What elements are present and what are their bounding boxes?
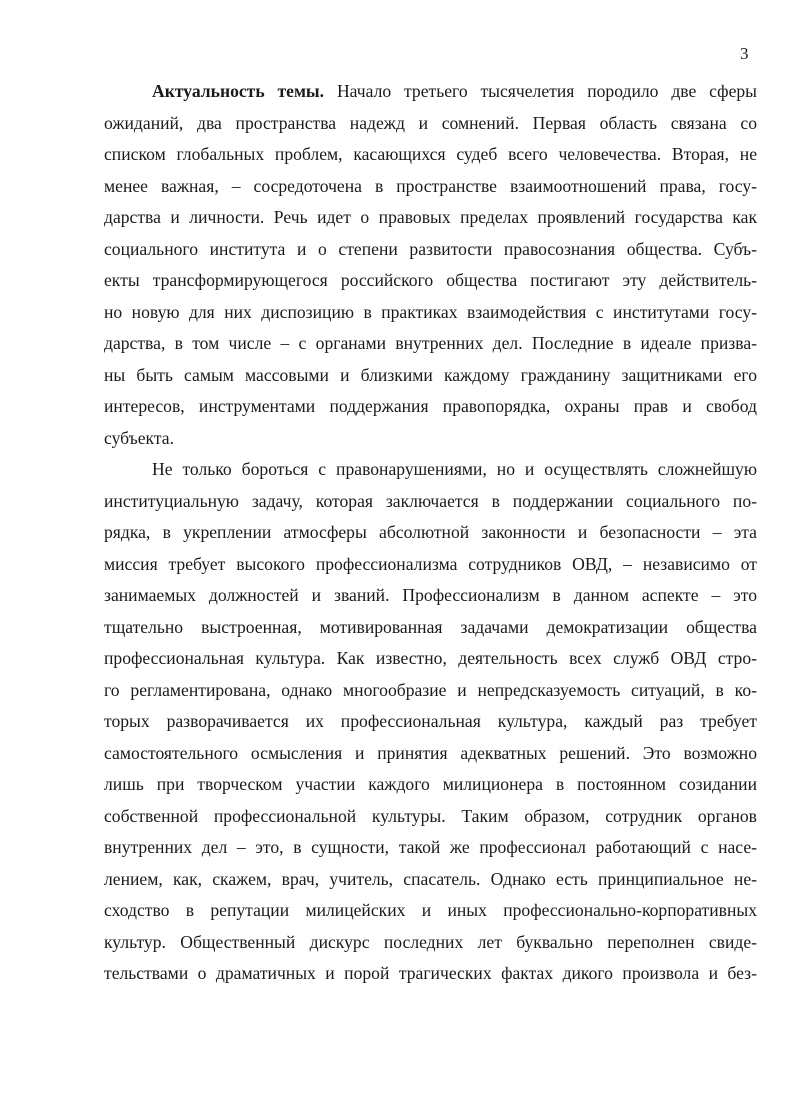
paragraph-1-line: социального института и о степени развитости правосознания общества. Субъ- xyxy=(104,238,757,259)
paragraph-2-line: институциальную задачу, которая заключается в поддержании социального по- xyxy=(104,490,757,511)
paragraph-2-line: лением, как, скажем, врач, учитель, спасатель. Однако есть принципиальное не- xyxy=(104,868,757,889)
paragraph-1-line: списком глобальных проблем, касающихся судеб всего человечества. Вторая, не xyxy=(104,144,757,164)
paragraph-2-line: торых разворачивается их профессиональная культура, каждый раз требует xyxy=(104,711,757,731)
paragraph-2-line: культур. Общественный дискурс последних лет буквально переполнен свиде- xyxy=(104,931,757,952)
paragraph-2-line-1: Не только бороться с правонарушениями, но и осуществлять сложнейшую xyxy=(152,459,757,479)
paragraph-1-line: ожиданий, два пространства надежд и сомнений. Первая область связана со xyxy=(104,112,757,133)
paragraph-1-line-1 xyxy=(104,76,757,108)
paragraph-1-line-1-text: Начало третьего тысячелетия породило две сферы xyxy=(324,81,757,101)
paragraph-1-line-last: субъекта. xyxy=(104,427,174,448)
paragraph-2-line: тщательно выстроенная, мотивированная задачами демократизации общества xyxy=(104,616,757,637)
document-body xyxy=(104,76,757,990)
paragraph-1-line: интересов, инструментами поддержания правопорядка, охраны прав и свобод xyxy=(104,396,757,416)
paragraph-1-line: но новую для них диспозицию в практиках взаимодействия с институтами госу- xyxy=(104,301,757,322)
paragraph-1-line: менее важная, – сосредоточена в пространстве взаимоотношений права, госу- xyxy=(104,175,757,196)
paragraph-2-line: рядка, в укреплении атмосферы абсолютной законности и безопасности – эта xyxy=(104,522,757,542)
paragraph-2-line: самостоятельного осмысления и принятия адекватных решений. Это возможно xyxy=(104,742,757,763)
paragraph-1-line: ны быть самым массовыми и близкими каждому гражданину защитниками его xyxy=(104,364,757,385)
paragraph-2-line: занимаемых должностей и званий. Профессионализм в данном аспекте – это xyxy=(104,585,757,605)
paragraph-2-line: сходство в репутации милицейских и иных профессионально-корпоративных xyxy=(104,900,757,920)
page-number: 3 xyxy=(740,44,749,63)
paragraph-2-line: миссия требует высокого профессионализма сотрудников ОВД, – независимо от xyxy=(104,553,757,574)
paragraph-2-line: внутренних дел – это, в сущности, такой же профессионал работающий с насе- xyxy=(104,837,757,857)
paragraph-2-line: тельствами о драматичных и порой трагических фактах дикого произвола и без- xyxy=(104,963,757,983)
paragraph-2-line: собственной профессиональной культуры. Таким образом, сотрудник органов xyxy=(104,805,757,826)
paragraph-1-line: дарства и личности. Речь идет о правовых пределах проявлений государства как xyxy=(104,207,757,227)
section-heading: Актуальность темы. xyxy=(152,81,325,101)
paragraph-2-line: профессиональная культура. Как известно, деятельность всех служб ОВД стро- xyxy=(104,648,757,668)
paragraph-2-line: лишь при творческом участии каждого милиционера в постоянном созидании xyxy=(104,774,757,794)
paragraph-1-line: екты трансформирующегося российского общества постигают эту действитель- xyxy=(104,270,757,290)
paragraph-2-line: го регламентирована, однако многообразие и непредсказуемость ситуаций, в ко- xyxy=(104,679,757,700)
paragraph-1-line: дарства, в том числе – с органами внутренних дел. Последние в идеале призва- xyxy=(104,333,757,353)
